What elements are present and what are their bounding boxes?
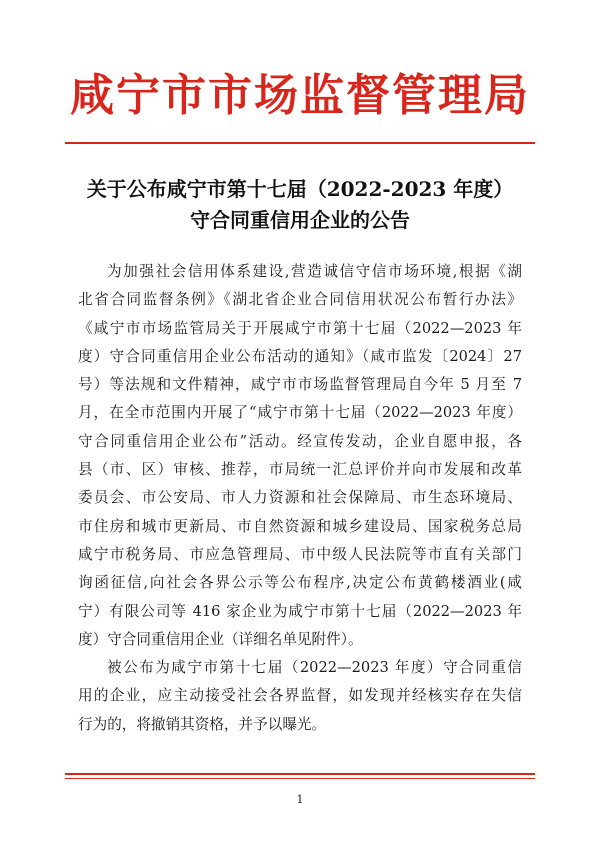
body-line: 询函征信,向社会各界公示等公布程序,决定公布黄鹤楼酒业(咸 [78, 574, 522, 592]
body-line: 度）守合同重信用企业公布活动的通知》（咸市监发〔2024〕27 [78, 347, 522, 365]
title-line-1: 关于公布咸宁市第十七届（2022-2023 年度） [86, 177, 514, 201]
header-red-rule [65, 142, 535, 144]
paragraph-1 [78, 258, 522, 654]
body-line: 守合同重信用企业公布”活动。经宣传发动，企业自愿申报，各 [78, 432, 522, 450]
document-header [0, 66, 600, 126]
body-line: 行为的，将撤销其资格，并予以曝光。 [78, 715, 327, 733]
body-line: 号）等法规和文件精神，咸宁市市场监督管理局自今年 5 月至 7 [78, 376, 522, 394]
body-line: 市住房和城市更新局、市自然资源和城乡建设局、国家税务总局 [78, 517, 522, 535]
notice-title [60, 174, 540, 236]
body-line: 北省合同监督条例》《湖北省企业合同信用状况公布暂行办法》 [78, 291, 522, 309]
agency-name: 咸宁市市场监督管理局 [70, 70, 530, 121]
body-line: 委员会、市公安局、市人力资源和社会保障局、市生态环境局、 [78, 489, 522, 507]
notice-body [78, 258, 522, 739]
body-line: 咸宁市税务局、市应急管理局、市中级人民法院等市直有关部门 [78, 545, 522, 563]
body-line: 《咸宁市市场监管局关于开展咸宁市第十七届（2022—2023 年 [78, 319, 522, 337]
page-number: 1 [296, 793, 304, 806]
body-line: 度）守合同重信用企业（详细名单见附件）。 [78, 630, 363, 648]
paragraph-2 [78, 654, 522, 739]
footer-red-rule-thin [65, 778, 535, 779]
body-line: 月，在全市范围内开展了“咸宁市第十七届（2022—2023 年度） [78, 404, 522, 422]
body-line: 被公布为咸宁市第十七届（2022—2023 年度）守合同重信 [107, 659, 522, 677]
title-line-2: 守合同重信用企业的公告 [190, 208, 410, 232]
body-line: 为加强社会信用体系建设,营造诚信守信市场环境,根据《湖 [107, 263, 522, 280]
body-line: 用的企业，应主动接受社会各界监督，如发现并经核实存在失信 [78, 687, 522, 705]
footer-red-rule [65, 773, 535, 775]
body-line: 县（市、区）审核、推荐，市局统一汇总评价并向市发展和改革 [78, 461, 522, 479]
body-line: 宁）有限公司等 416 家企业为咸宁市第十七届（2022—2023 年 [78, 602, 522, 620]
